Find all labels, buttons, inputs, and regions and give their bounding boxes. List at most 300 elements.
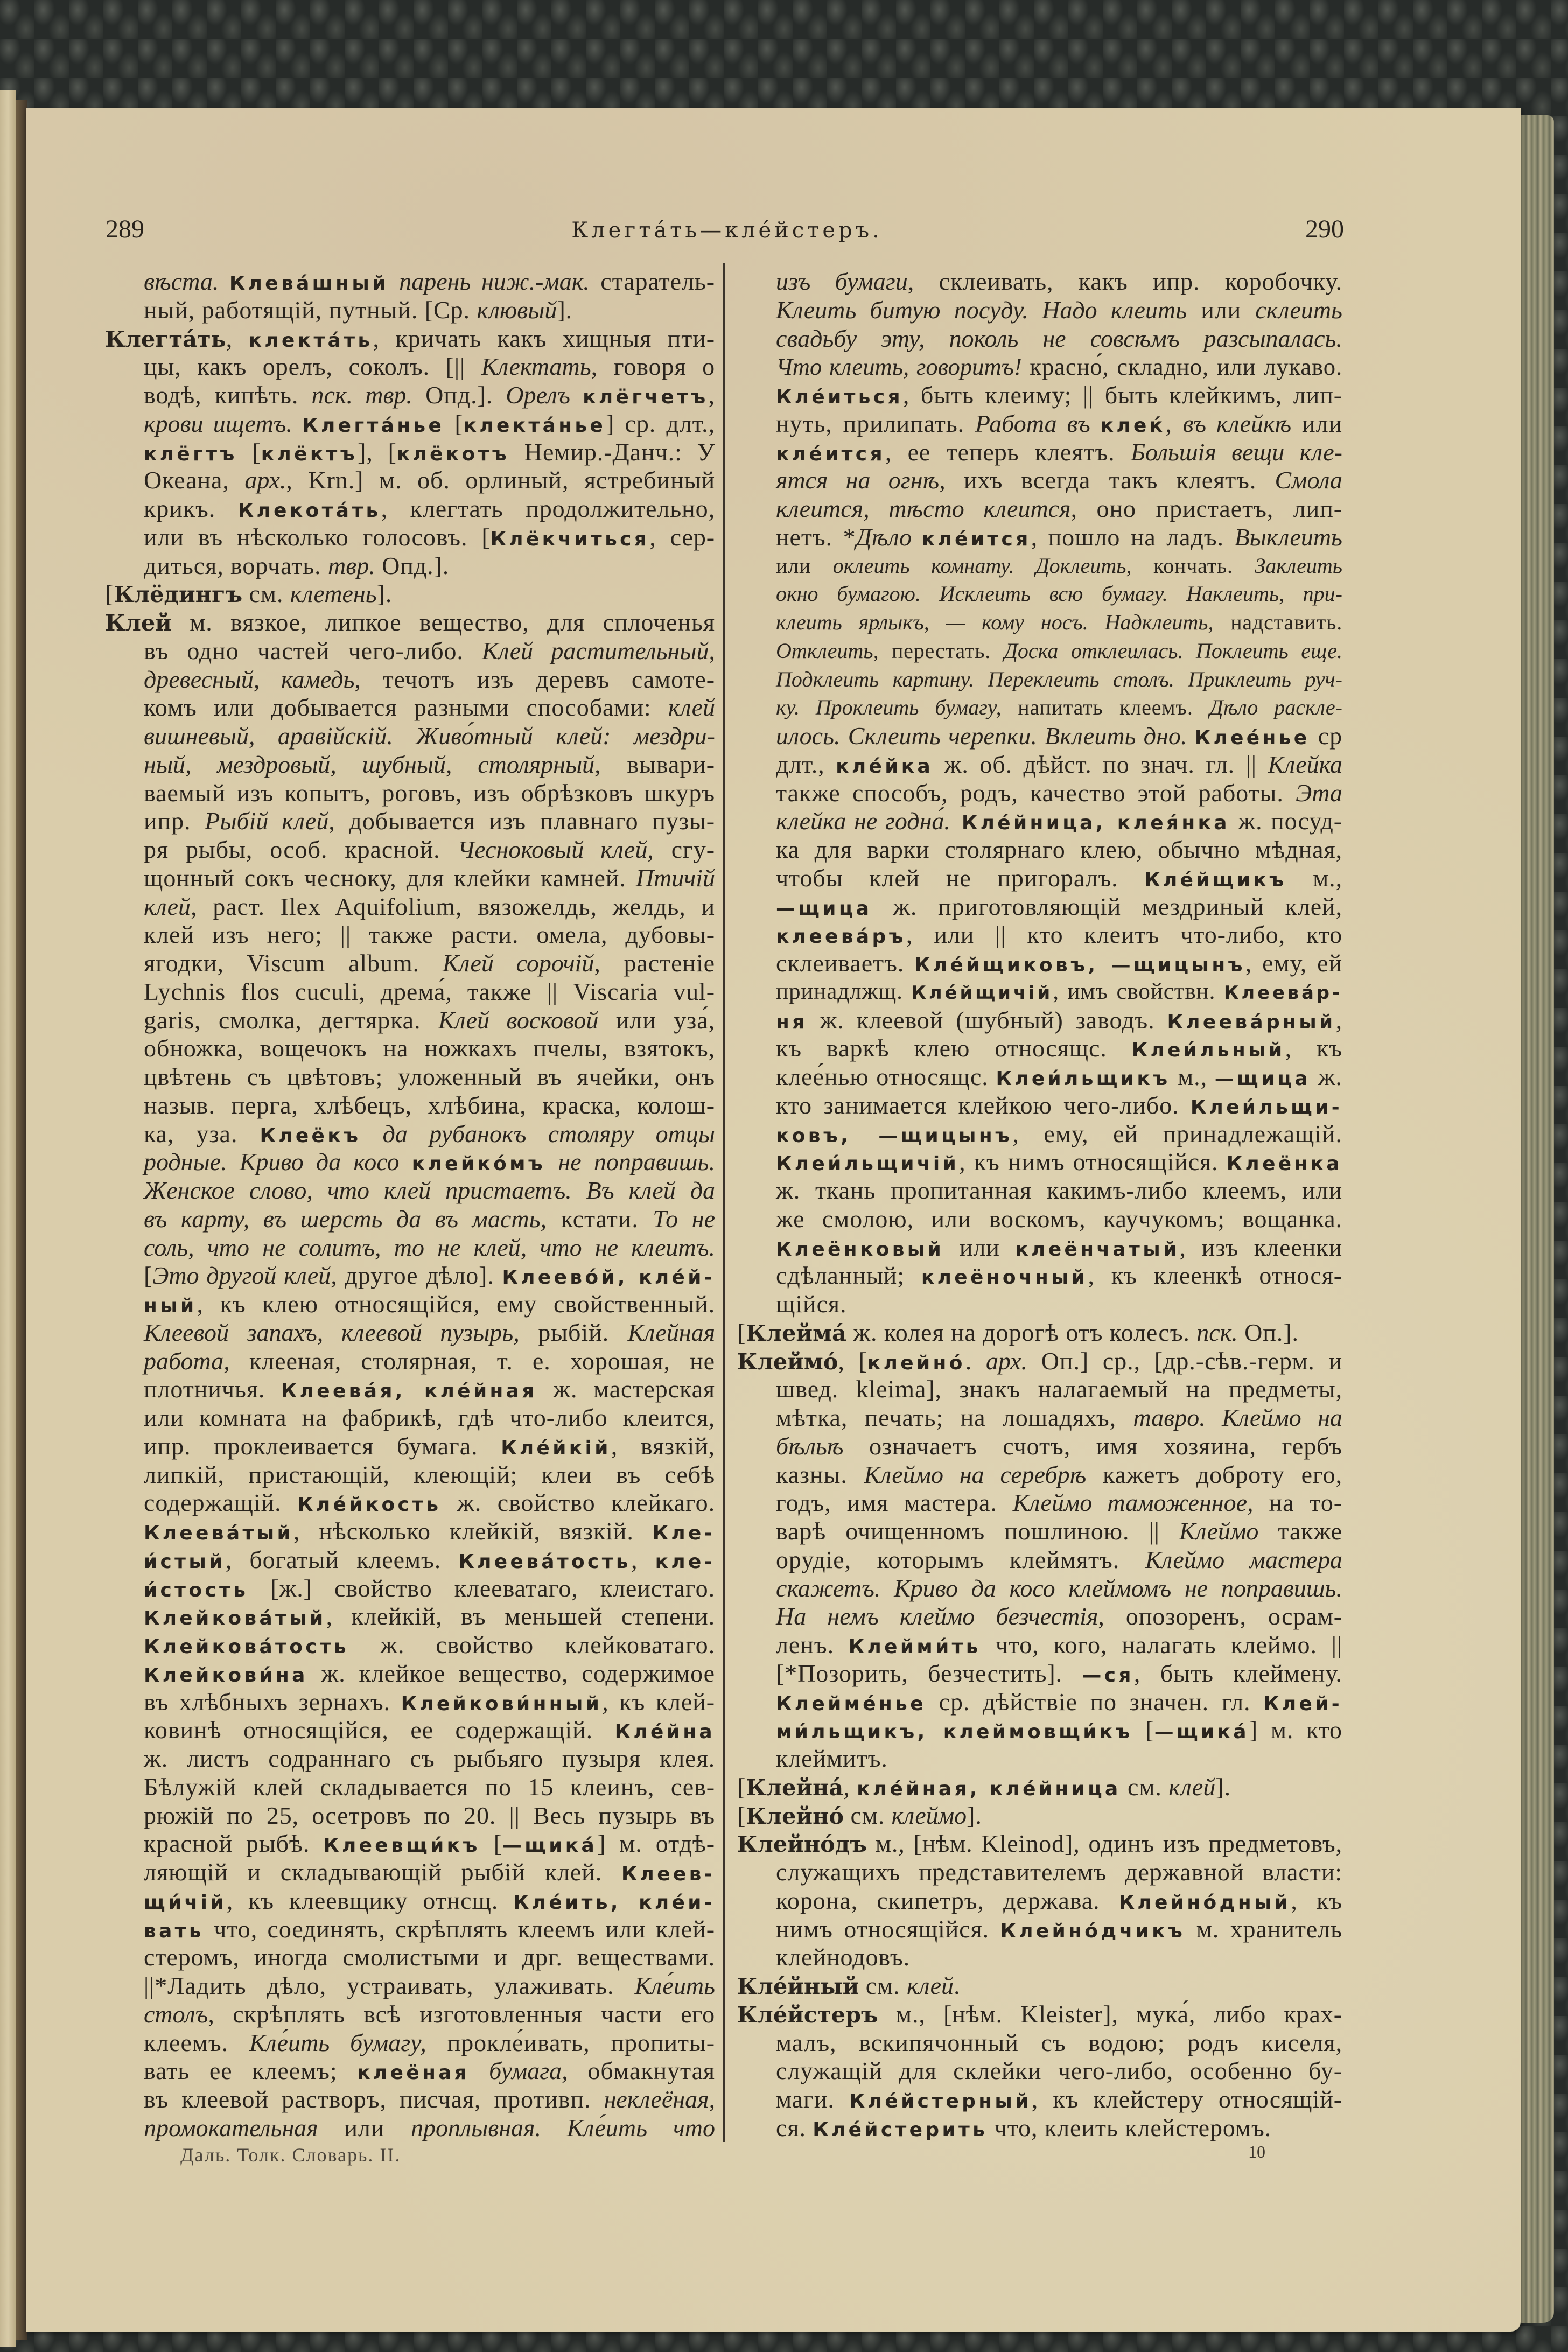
text-run: корона, скипетръ, держава. <box>776 1886 1119 1914</box>
text-run: кончать. <box>1131 553 1255 578</box>
italic-run: оклеить комнату. Доклеить, <box>832 553 1132 578</box>
derived-headword: —щика́ <box>502 1835 598 1857</box>
derived-headword: —ся <box>1082 1664 1134 1686</box>
entry-line <box>776 1602 1342 1631</box>
book-gutter <box>16 100 27 2340</box>
text-run: означаетъ счотъ, имя хозяина, гербъ <box>843 1432 1342 1460</box>
entry-line <box>776 1205 1342 1234</box>
text-run: [ <box>480 1830 502 1858</box>
text-run: , <box>708 381 715 409</box>
derived-headword: клейно́ <box>867 1352 965 1374</box>
entry-line <box>144 1688 715 1717</box>
derived-headword: клеева́ръ <box>776 926 906 948</box>
italic-run: Эта <box>1296 779 1342 807</box>
derived-headword: клеёночный <box>921 1266 1088 1289</box>
text-run: , ему, ей <box>1245 949 1342 977</box>
entry-line <box>144 1319 715 1347</box>
headword: Клегта́ть <box>105 325 226 352</box>
derived-headword: Клеев- <box>621 1863 715 1885</box>
entry-line <box>144 1091 715 1120</box>
text-run: , клейкій, въ меньшей степени. <box>326 1602 715 1630</box>
entry-line <box>776 1461 1342 1489</box>
derived-headword: Клекота́ть <box>237 500 381 522</box>
text-run: ж. приготовляющій мездриный клей, <box>872 892 1342 920</box>
italic-run: клетень <box>290 580 377 608</box>
entry-line <box>144 1148 715 1177</box>
entry-line <box>144 2057 715 2085</box>
entry-line <box>776 722 1342 751</box>
italic-run: клей <box>668 694 715 722</box>
derived-headword: кле́ится <box>921 528 1031 550</box>
text-run: ваемый изъ копытъ, роговъ, изъ обрѣзковъ шкуръ <box>144 779 715 807</box>
entry-line <box>144 1574 715 1603</box>
entry-line <box>144 1120 715 1149</box>
headword: Клей <box>105 610 172 636</box>
text-run: крикъ. <box>144 495 238 522</box>
derived-headword: Кле́иться <box>776 386 903 408</box>
text-run: ], [ <box>358 438 397 466</box>
text-run: [ <box>737 1801 746 1829</box>
derived-headword: и́стость <box>144 1579 249 1601</box>
entry-line <box>776 779 1342 808</box>
text-run: въ хлѣбныхъ зернахъ. <box>144 1688 401 1716</box>
entry-line <box>144 1602 715 1631</box>
italic-run: Клей сорочій <box>442 949 594 977</box>
text-run: ] ср. длт., <box>606 409 715 437</box>
entry-line <box>144 864 715 893</box>
text-run: , изъ клеенки <box>1179 1233 1342 1261</box>
derived-headword: Кле́йкій <box>501 1437 611 1459</box>
text-run: ихъ всегда такъ клеятъ. <box>945 466 1275 494</box>
entry-line <box>144 1404 715 1432</box>
text-run: , богатый клеемъ. <box>225 1545 459 1573</box>
text-run: ]. <box>557 296 573 324</box>
text-run: нуть, прилипать. <box>776 409 975 437</box>
text-run: [ж.] свойство клееватаго, клеистаго. <box>248 1574 715 1602</box>
text-run: , <box>1335 1006 1342 1034</box>
left-column <box>105 268 715 2143</box>
text-run: ]. <box>1215 1773 1231 1801</box>
derived-headword: клеќ <box>1100 414 1166 437</box>
text-run: ср <box>1310 722 1342 750</box>
entry-line <box>776 466 1342 495</box>
entry-line <box>144 353 715 381</box>
text-run: , <box>631 1545 655 1573</box>
entry-line <box>776 1716 1342 1745</box>
italic-run: ку. Проклеить бумагу, <box>776 695 1002 720</box>
italic-run: твр. <box>328 551 375 579</box>
derived-headword: щи́чій <box>144 1891 227 1914</box>
text-run: . <box>965 1347 986 1375</box>
italic-run: проплывная. Кле́ить что <box>411 2113 715 2141</box>
text-run: клеймитъ. <box>776 1745 888 1772</box>
text-run: ленъ. <box>776 1631 849 1658</box>
text-run: служащій для склейки чего-либо, особенно бу- <box>776 2057 1342 2085</box>
entry-line <box>776 1375 1342 1404</box>
text-run: , къ клеевщику отнсщ. <box>226 1886 514 1914</box>
italic-run: тавро. Клеймо на <box>1133 1404 1342 1431</box>
text-run: Опд.]. <box>375 551 450 579</box>
text-run: ||*Ладить дѣло, устраивать, улаживать. <box>144 1972 635 1999</box>
entry-line <box>144 410 715 438</box>
text-run: ка, уза. <box>144 1119 260 1147</box>
italic-run: Большія вещи кле- <box>1130 438 1342 466</box>
entry-first-line <box>737 1319 1342 1347</box>
derived-headword: Кле́йстерный <box>849 2090 1032 2112</box>
entry-line <box>776 666 1342 694</box>
derived-headword: Клей- <box>1263 1692 1342 1715</box>
text-run: щійся. <box>776 1290 847 1318</box>
italic-run: Работа въ <box>975 409 1101 437</box>
derived-headword: Клеевщи́къ <box>323 1835 480 1857</box>
text-run: сдѣланный; <box>776 1262 921 1290</box>
italic-run: Клеймо <box>1179 1517 1259 1545</box>
entry-line <box>776 1688 1342 1717</box>
entry-line <box>776 438 1342 467</box>
entry-line <box>776 353 1342 381</box>
entry-line <box>776 1489 1342 1517</box>
text-run: ж. <box>1311 1063 1342 1090</box>
entry-line <box>144 1546 715 1574</box>
italic-run: склеить <box>1255 296 1342 324</box>
entry-line <box>776 268 1342 296</box>
text-run: или <box>944 1233 1016 1261</box>
entry-line <box>144 495 715 523</box>
entry-line <box>144 1773 715 1802</box>
text-run: рыбій. <box>519 1318 628 1346</box>
sheet-number: 10 <box>1248 2142 1265 2161</box>
headword: Клейно́ <box>746 1802 844 1829</box>
italic-run: Орелъ <box>506 381 583 409</box>
italic-run: ятся на огнѣ, <box>776 466 946 494</box>
text-run: , сгу- <box>647 836 716 863</box>
entry-first-line <box>105 608 715 637</box>
entry-line <box>776 836 1342 864</box>
text-run: цы, какъ орелъ, соколъ. [|| <box>144 353 481 381</box>
text-run: , <box>843 1773 857 1801</box>
entry-line <box>144 552 715 580</box>
derived-headword: Клеёнковый <box>776 1238 944 1261</box>
entry-line <box>776 694 1342 722</box>
entry-line <box>776 864 1342 893</box>
text-run: прокле́ивать, пропиты- <box>426 2028 715 2056</box>
derived-headword: Кле́ить, кле́и- <box>513 1891 715 1914</box>
text-run: [ <box>237 438 261 466</box>
text-run: Опд.]. <box>412 381 506 409</box>
derived-headword: —щица <box>776 897 872 920</box>
entry-line <box>144 666 715 694</box>
text-run: , растеніе <box>594 949 716 977</box>
entry-line <box>776 381 1342 410</box>
entry-line <box>776 296 1342 325</box>
italic-run: арх. <box>985 1347 1027 1375</box>
italic-run: Дѣло раскле- <box>1209 695 1342 720</box>
entry-line <box>776 1091 1342 1120</box>
entry-line <box>144 1858 715 1887</box>
derived-headword: Клегта́нье <box>302 414 445 437</box>
headword: Клейно́дъ <box>737 1831 867 1858</box>
italic-run: На немъ клеймо безчестія, <box>776 1602 1104 1630</box>
text-run: на то- <box>1253 1489 1343 1517</box>
text-run: [ <box>444 409 464 437</box>
entry-line <box>144 1517 715 1546</box>
italic-run: Выклеить <box>1234 523 1342 551</box>
entry-line <box>144 1063 715 1091</box>
text-run: нимъ относящійся. <box>776 1915 1000 1943</box>
text-run: нетъ. * <box>776 523 856 551</box>
text-run: ный, работящій, путный. [Ср. <box>144 296 477 324</box>
derived-headword: ный <box>144 1295 197 1317</box>
derived-headword: —щица <box>1214 1068 1311 1090</box>
entry-line <box>776 552 1342 580</box>
derived-headword: Клейкова́тый <box>144 1607 326 1630</box>
italic-run: клеймо <box>891 1801 967 1829</box>
text-run: или <box>1291 409 1342 437</box>
text-run: диться, ворчать. <box>144 551 328 579</box>
text-run: , къ клей- <box>602 1688 715 1716</box>
entry-line <box>144 1972 715 2000</box>
text-run: щонный сокъ чесноку, для клейки камней. <box>144 864 636 892</box>
italic-run: клей <box>144 892 191 920</box>
text-run: ка для варки столярнаго клею, обычно мѣдная, <box>776 836 1342 863</box>
text-run: склеивать, какъ ипр. коробочку. <box>914 268 1342 295</box>
entry-line <box>144 296 715 325</box>
text-run: въ клеевой растворъ, писчая, противп. <box>144 2085 604 2113</box>
entry-line <box>776 1404 1342 1432</box>
text-run: ср. дѣйствіе по значен. гл. <box>926 1688 1264 1716</box>
text-run: , Krn.] м. об. орлиный, ястребиный <box>286 466 715 494</box>
entry-line <box>776 1290 1342 1319</box>
signature-line: Даль. Толк. Словарь. II. <box>180 2144 401 2166</box>
running-title: Клегта́ть—кле́йстеръ. <box>571 218 883 243</box>
derived-headword: кле- <box>655 1550 715 1573</box>
italic-run: Отклеить, <box>776 638 879 663</box>
text-run: или <box>776 553 833 578</box>
entry-line <box>776 1887 1342 1915</box>
text-run: м., [нѣм. Kleister], мука́, либо крах- <box>878 2000 1342 2028</box>
text-run: чтобы клей не пригоралъ. <box>776 864 1145 892</box>
derived-headword: Клеи́льщи- <box>1190 1096 1342 1118</box>
text-run: также способъ, родъ, качество этой работы. <box>776 779 1296 807</box>
text-run: ж. посуд- <box>1229 807 1342 835</box>
entry-line <box>776 978 1342 1006</box>
text-run: красно́, складно, или лукаво. <box>1021 353 1343 381</box>
entry-line <box>144 1262 715 1290</box>
entry-line <box>144 1660 715 1688</box>
text-run: мѣтка, печать; на лошадяхъ, <box>776 1404 1133 1431</box>
italic-run: въ клейкѣ <box>1182 409 1292 437</box>
text-run: , быть клеймену. <box>1133 1659 1342 1687</box>
entry-line <box>776 1745 1342 1773</box>
text-run: , къ клеенкѣ относя- <box>1088 1262 1342 1290</box>
text-run: , къ <box>1291 1886 1342 1914</box>
italic-run: Кле́ить бумагу, <box>249 2028 426 2056</box>
text-run: течотъ изъ деревъ самоте- <box>360 665 715 693</box>
text-run: , быть клеиму; || быть клейкимъ, лип- <box>902 381 1342 409</box>
text-run: напитать клеемъ. <box>1001 695 1210 720</box>
derived-headword: вать <box>144 1920 204 1942</box>
entry-line <box>776 751 1342 779</box>
entry-line <box>144 1205 715 1234</box>
derived-headword: клеёная <box>357 2062 470 2084</box>
headword: Клёдингъ <box>114 581 243 608</box>
entry-line <box>776 410 1342 438</box>
text-run: Оп.] ср., [др.-сѣв.-герм. и <box>1027 1347 1343 1375</box>
entry-line <box>144 949 715 978</box>
entry-line <box>144 1802 715 1830</box>
entry-line <box>776 1858 1342 1887</box>
entry-first-line <box>105 580 715 608</box>
text-run: [ <box>737 1318 746 1346</box>
text-run: [*Позорить, безчестить]. <box>776 1659 1082 1687</box>
entry-first-line <box>737 1773 1342 1802</box>
text-run: , добывается изъ плавнаго пузы- <box>328 807 716 835</box>
text-run: , [ <box>838 1347 867 1375</box>
derived-headword: клёктъ <box>261 443 358 465</box>
text-run: ]. <box>967 1801 982 1829</box>
italic-run: бумага, <box>470 2057 568 2085</box>
text-run: клее́нью относящс. <box>776 1063 996 1090</box>
text-run: комъ или добывается разными способами: <box>144 694 668 722</box>
italic-run: Это другой клей, <box>152 1262 337 1290</box>
entry-line <box>144 1432 715 1461</box>
italic-run: Доска отклеилась. Поклеить еще. <box>1004 638 1342 663</box>
text-run: старатель- <box>589 268 715 295</box>
entry-line <box>776 2114 1342 2143</box>
entry-line <box>144 2000 715 2029</box>
entry-line <box>144 2114 715 2143</box>
italic-run: пск. <box>1196 1318 1238 1346</box>
text-run: клеемъ. <box>144 2028 249 2056</box>
italic-run: древесный, камедь, <box>144 665 361 693</box>
headword: Клейна́ <box>746 1774 844 1801</box>
text-run: см. <box>1121 1773 1169 1801</box>
text-run: ря рыбы, особ. красной. <box>144 836 458 863</box>
text-run: garis, смолка, дегтярка. <box>144 1006 438 1034</box>
italic-run: клей <box>1168 1773 1216 1801</box>
derived-headword: Кле́йщичій <box>911 982 1053 1003</box>
text-run: обмакнутая <box>568 2057 715 2085</box>
entry-first-line <box>737 1972 1342 2000</box>
derived-headword: Клёкчиться <box>490 528 650 550</box>
italic-run: арх. <box>244 466 286 494</box>
derived-headword: Клева́шный <box>229 272 389 295</box>
text-run: ] м. кто <box>1249 1716 1342 1744</box>
entry-line <box>776 1063 1342 1091</box>
italic-run: скажетъ. Криво да косо клеймомъ не поправишь. <box>776 1574 1342 1602</box>
text-run: , говоря о <box>591 353 715 381</box>
entry-line <box>776 637 1342 666</box>
entry-line <box>144 779 715 808</box>
entry-line <box>144 1830 715 1858</box>
derived-headword: Кле́йстерить <box>813 2118 988 2141</box>
italic-run: Птичій <box>635 864 715 892</box>
text-run: казны. <box>776 1460 864 1488</box>
entry-line <box>144 893 715 921</box>
text-run: плотничья. <box>144 1375 281 1403</box>
italic-run: Клеймо таможенное, <box>1012 1489 1254 1517</box>
text-run: [ <box>144 1262 153 1290</box>
italic-run: въ карту, въ шерсть да въ масть, <box>144 1205 547 1233</box>
text-run: орудіе, которымъ клеймятъ. <box>776 1545 1145 1573</box>
entry-line <box>776 1006 1342 1035</box>
derived-headword: Кле́йкость <box>297 1494 442 1516</box>
entry-line <box>776 1234 1342 1262</box>
italic-run: Клейка <box>1268 750 1342 778</box>
entry-line <box>776 608 1342 637</box>
derived-headword: Клейкова́тость <box>144 1636 349 1658</box>
text-run: [ <box>737 1773 746 1801</box>
text-run: или <box>1187 296 1256 324</box>
text-run: клееная, столярная, т. е. хорошая, не <box>229 1347 715 1375</box>
text-run: см. <box>859 1972 907 1999</box>
text-run: , нѣсколько клейкій, вязкій. <box>293 1517 653 1545</box>
italic-run: клейка не годна́. <box>776 807 950 835</box>
italic-run: Подклеить картину. Переклеить столъ. Приклеить руч- <box>776 667 1342 691</box>
entry-line <box>144 381 715 410</box>
entry-line <box>144 1489 715 1517</box>
text-run: Бѣлужій клей складывается по 15 клеинъ, сев- <box>144 1773 715 1801</box>
text-run: м., [нѣм. Kleinod], одинъ изъ предметовъ, <box>867 1830 1342 1858</box>
right-column <box>737 268 1342 2143</box>
headword: Клеймо́ <box>737 1348 838 1375</box>
italic-run: промокательная <box>144 2113 318 2141</box>
italic-run: вѣста. <box>144 268 229 295</box>
text-run: м., <box>1170 1063 1215 1090</box>
text-run: ]. <box>376 580 393 608</box>
text-run: ж. свойство клейковатаго. <box>349 1631 715 1658</box>
derived-headword: ковъ, —щицынъ <box>776 1124 1013 1147</box>
text-run: обножка, вощечокъ на ножкахъ пчелы, взятокъ, <box>144 1034 715 1062</box>
text-run: служащихъ представителемъ державной власти: <box>776 1858 1342 1886</box>
derived-headword: клейко́мъ <box>411 1153 546 1175</box>
derived-headword: клекта́нье <box>463 414 606 437</box>
entry-line <box>144 807 715 836</box>
italic-run: Клеймо на серебрѣ <box>864 1460 1087 1488</box>
text-run: назыв. перга, хлѣбецъ, хлѣбина, краска, колош- <box>144 1091 715 1119</box>
derived-headword: Кле- <box>652 1522 715 1544</box>
italic-run: Кле́ить <box>634 1972 715 1999</box>
text-run: оно пристаетъ, лип- <box>1076 495 1342 522</box>
derived-headword: Клейми́ть <box>848 1636 981 1658</box>
italic-run: То не <box>653 1205 715 1233</box>
italic-run: окно бумагою. Исклеить всю бумагу. Наклеить, при- <box>776 582 1342 606</box>
entry-line <box>144 1745 715 1773</box>
entry-line <box>776 495 1342 523</box>
derived-headword: кле́йка <box>836 755 934 778</box>
entry-line <box>776 893 1342 921</box>
derived-headword: Кле́йщиковъ, —щицынъ <box>914 954 1245 976</box>
text-run: малъ, вскипячонный съ водою; родъ киселя, <box>776 2028 1342 2056</box>
entry-line <box>144 438 715 467</box>
entry-line <box>776 921 1342 949</box>
derived-headword: Клеево́й, кле́й- <box>502 1266 715 1289</box>
entry-line <box>776 580 1342 608</box>
text-run: ковинѣ относящійся, ее содержащій. <box>144 1716 615 1744</box>
entry-line <box>144 268 715 296</box>
italic-run: да рубанокъ столяру отцы <box>361 1119 715 1147</box>
text-run: ж. об. дѣйст. по знач. гл. || <box>933 750 1268 778</box>
text-run: , кричать какъ хищныя пти- <box>373 324 715 352</box>
derived-headword: Клеева́я, кле́йная <box>281 1380 537 1403</box>
derived-headword: Клейкови́нный <box>401 1692 603 1715</box>
text-run: годъ, имя мастера. <box>776 1489 1013 1517</box>
text-run: опозоренъ, осрам- <box>1104 1602 1342 1630</box>
derived-headword: кле́ится <box>776 443 885 465</box>
italic-run: Смола <box>1275 466 1343 494</box>
text-run: , клегтать продолжительно, <box>381 495 715 522</box>
entry-first-line <box>737 1830 1342 1858</box>
